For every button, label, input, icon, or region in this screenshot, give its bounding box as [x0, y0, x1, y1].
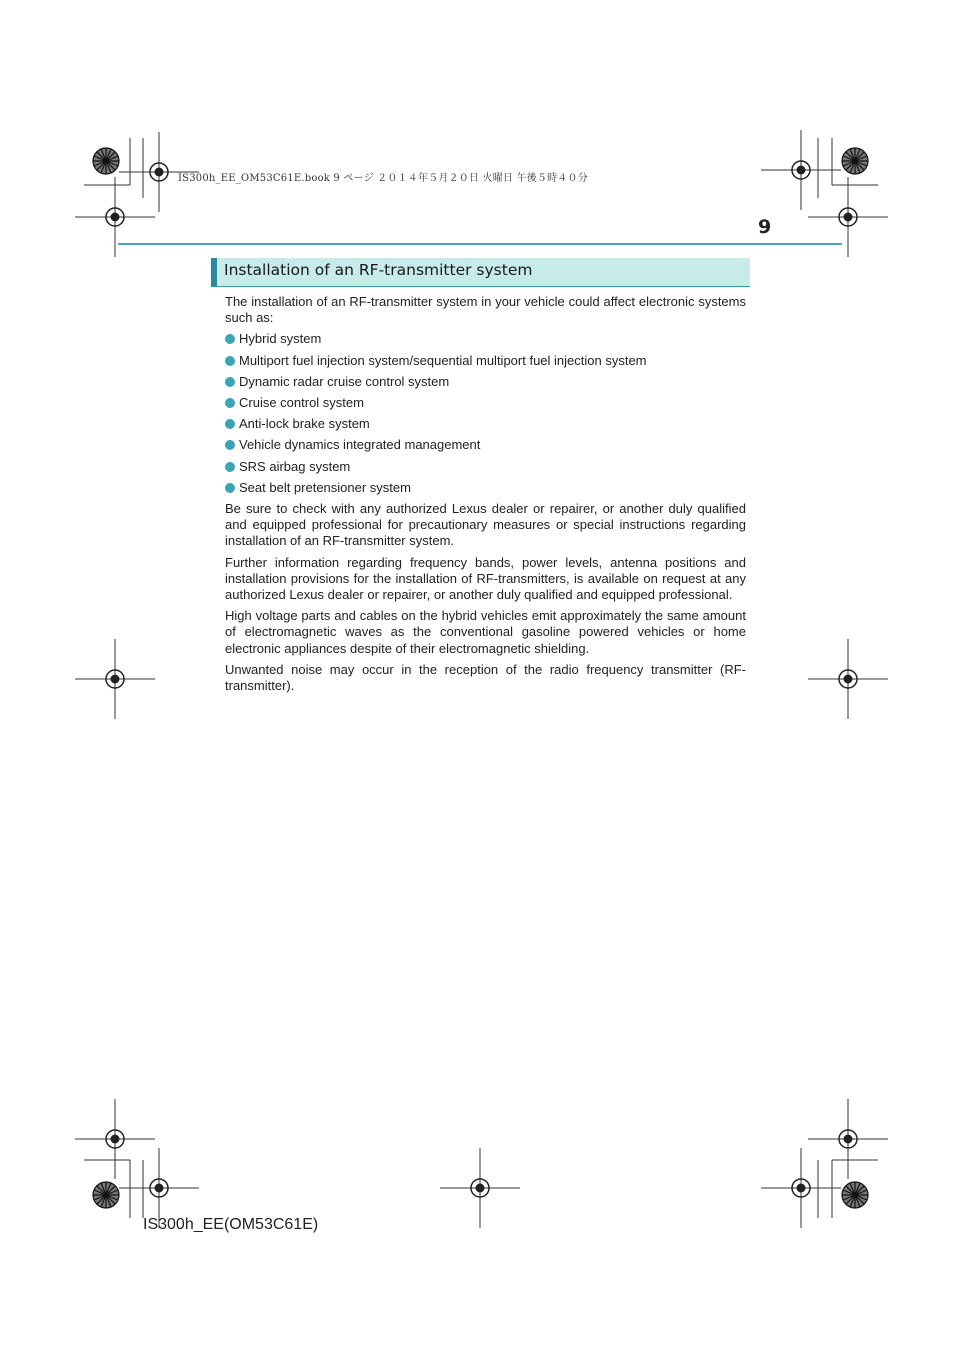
page-number: 9: [758, 216, 772, 238]
heading-accent-bar: [211, 258, 217, 286]
section-heading-text: Installation of an RF-transmitter system: [224, 261, 533, 279]
list-item: Dynamic radar cruise control system: [225, 374, 746, 390]
registration-crosshair-icon: [808, 1099, 888, 1179]
noise-paragraph: Unwanted noise may occur in the reception of the radio frequency transmitter (RF-transmitter).: [225, 661, 746, 694]
bullet-icon: [225, 440, 235, 450]
bullet-icon: [225, 419, 235, 429]
list-item: SRS airbag system: [225, 459, 746, 475]
high-voltage-paragraph: High voltage parts and cables on the hybrid vehicles emit approximately the same amount of electromagnetic waves as the conventional gasoline powered vehicles or home electronic appliances despite of their electromagnetic shielding.: [225, 608, 746, 656]
registration-crosshair-icon: [440, 1148, 520, 1228]
section-heading: [211, 258, 750, 287]
section-body: [225, 294, 746, 699]
bullet-icon: [225, 356, 235, 366]
list-item: Vehicle dynamics integrated management: [225, 437, 746, 453]
model-code: IS300h_EE(OM53C61E): [143, 1216, 319, 1233]
bullet-icon: [225, 334, 235, 344]
registration-crosshair-icon: [808, 177, 888, 257]
further-info-paragraph: Further information regarding frequency bands, power levels, antenna positions and installation provisions for the installation of RF-transmitters, is available on request at any authorized Lexus dealer or repairer, or another duly qualified and equipped professional.: [225, 554, 746, 603]
list-item: Hybrid system: [225, 331, 746, 347]
list-item: Cruise control system: [225, 395, 746, 411]
list-item: Seat belt pretensioner system: [225, 480, 746, 496]
header-rule: [118, 243, 842, 245]
systems-list: [225, 331, 746, 496]
intro-paragraph: The installation of an RF-transmitter system in your vehicle could affect electronic systems such as:: [225, 294, 746, 326]
list-item: Anti-lock brake system: [225, 416, 746, 432]
registration-crosshair-icon: [761, 130, 841, 210]
registration-burst-icon: [842, 1182, 868, 1208]
registration-crosshair-icon: [761, 1148, 841, 1228]
list-item: Multiport fuel injection system/sequential multiport fuel injection system: [225, 353, 746, 369]
bullet-icon: [225, 377, 235, 387]
bullet-icon: [225, 483, 235, 493]
dealer-check-paragraph: Be sure to check with any authorized Lexus dealer or repairer, or another duly qualified and equipped professional for precautionary measures or special instructions regarding installation of an RF-transmitter system.: [225, 501, 746, 549]
registration-burst-icon: [93, 1182, 119, 1208]
book-info-line: IS300h_EE_OM53C61E.book 9 ページ ２０１４年５月２０日 火曜日 午後５時４０分: [178, 173, 588, 184]
registration-burst-icon: [93, 148, 119, 174]
registration-crosshair-icon: [808, 639, 888, 719]
bullet-icon: [225, 398, 235, 408]
registration-crosshair-icon: [75, 639, 155, 719]
bullet-icon: [225, 462, 235, 472]
registration-burst-icon: [842, 148, 868, 174]
